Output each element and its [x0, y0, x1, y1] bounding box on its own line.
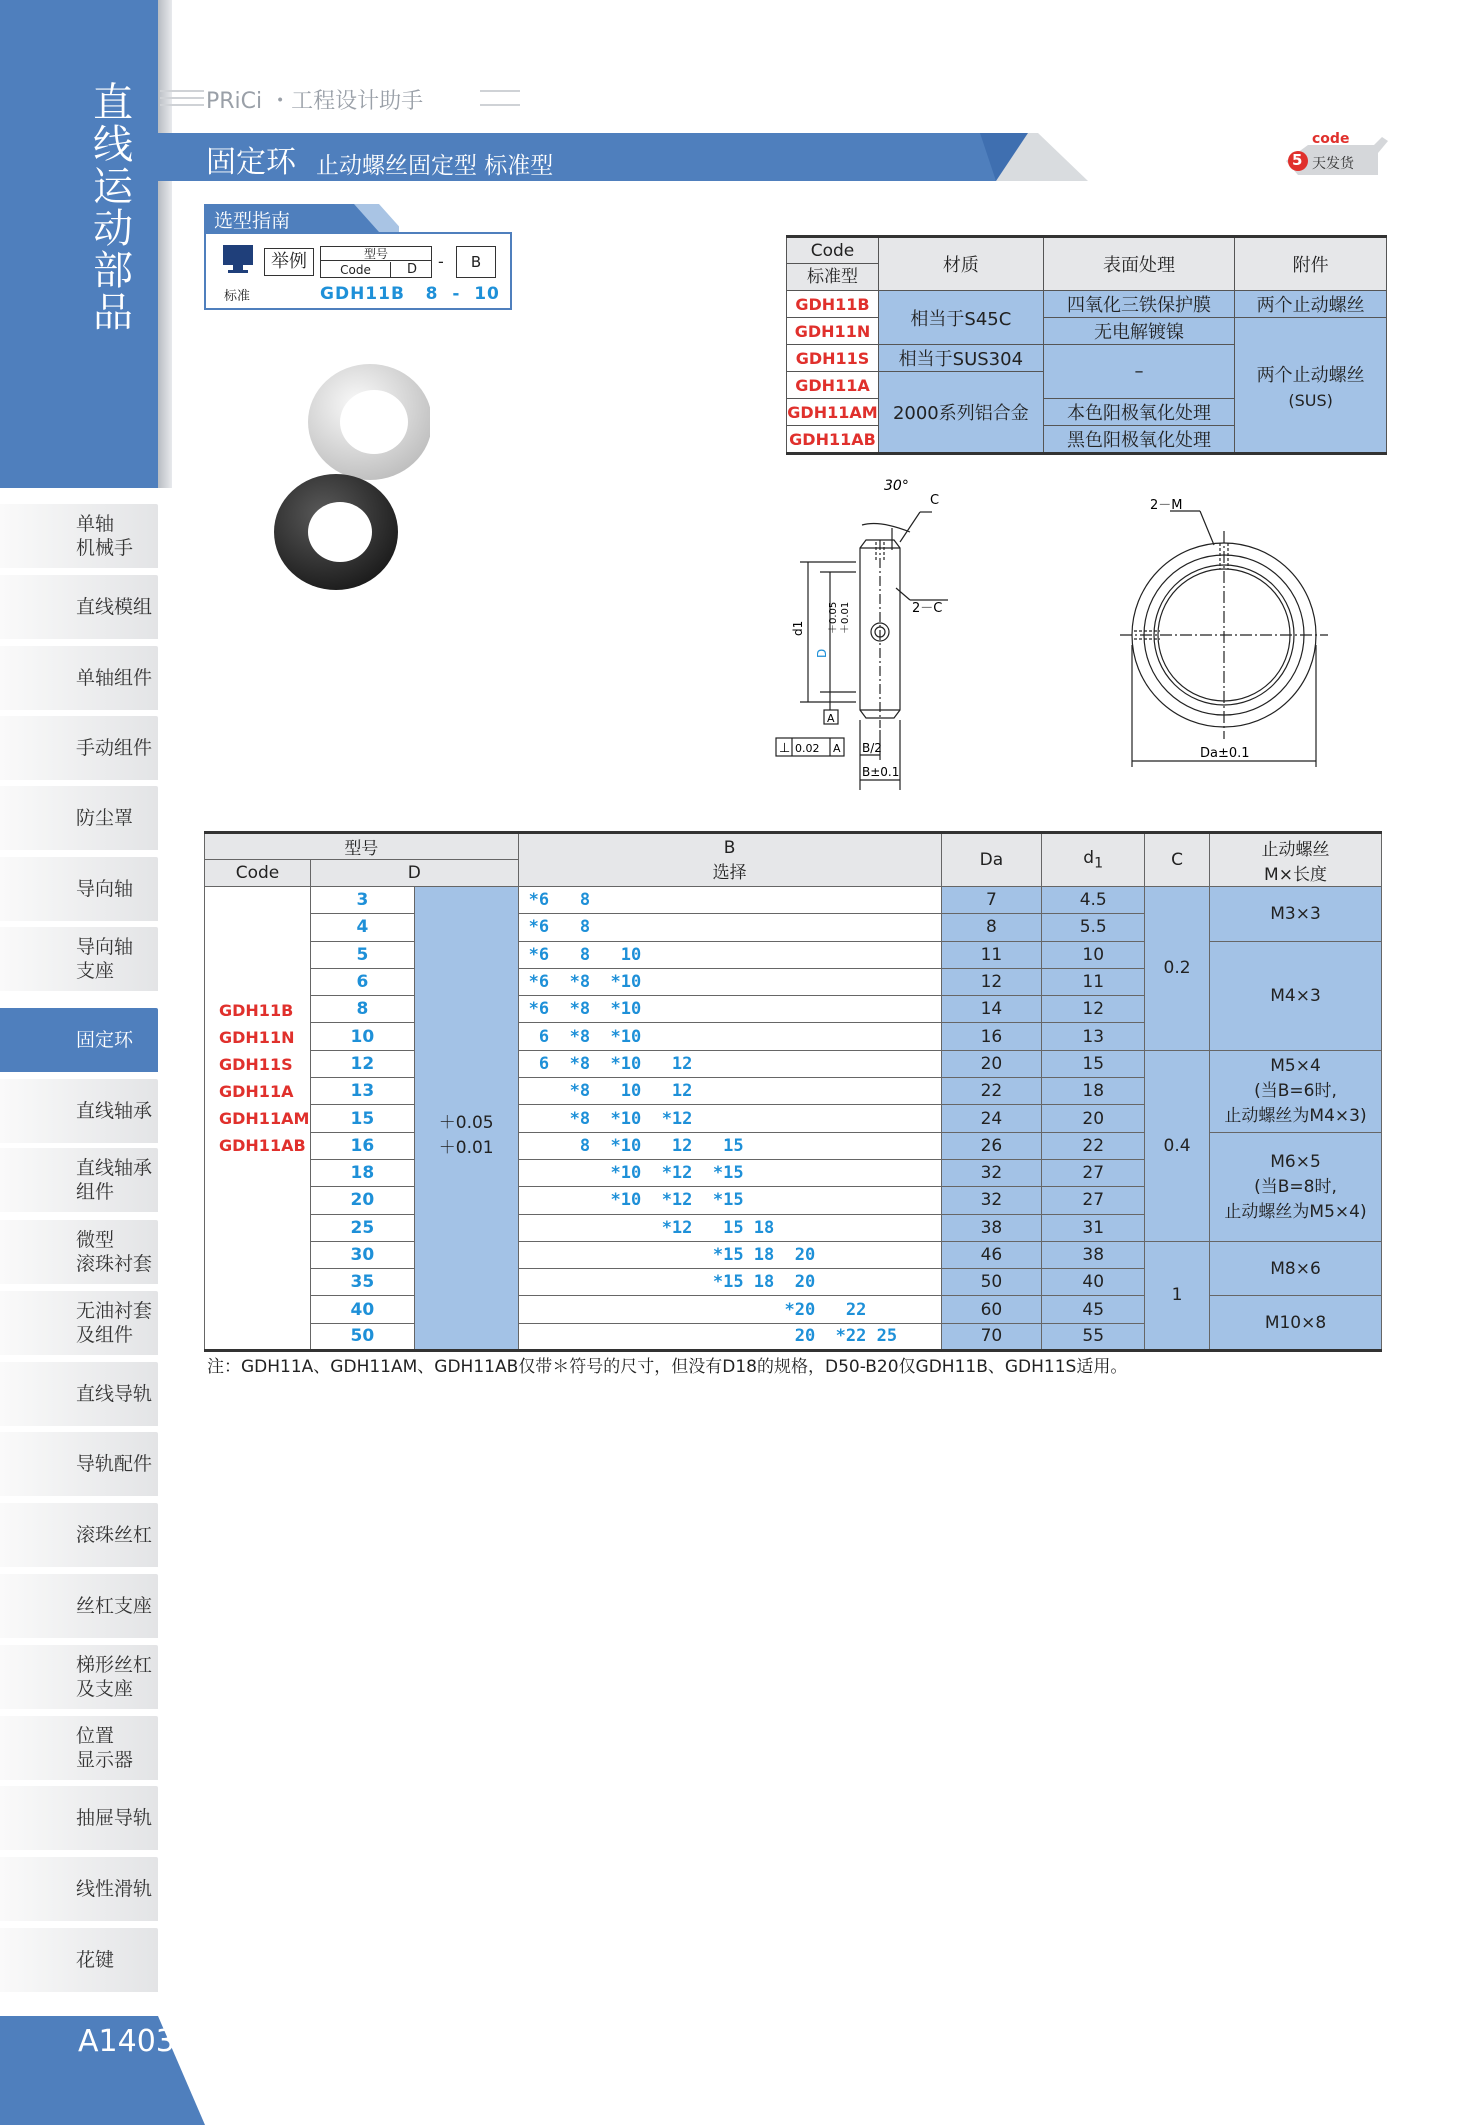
- datum-label: A: [827, 712, 835, 725]
- sidebar-item[interactable]: [0, 857, 158, 921]
- sidebar-item-label: 防尘罩: [76, 807, 134, 829]
- dim-b-options: *15 18 20: [518, 1269, 941, 1296]
- two-c-label: 2－C: [912, 601, 943, 616]
- sidebar-item-label: 直线模组: [76, 596, 153, 618]
- dim-b-options: *6 8 10: [518, 941, 941, 968]
- dim-da: 38: [941, 1214, 1042, 1241]
- dim-d1: 10: [1042, 941, 1145, 968]
- table-row: [205, 887, 1382, 914]
- dim-da: 70: [941, 1323, 1042, 1350]
- guide-d-label: D: [406, 262, 417, 277]
- d1-label: d1: [791, 620, 805, 636]
- dim-model-header: 型号: [205, 833, 519, 860]
- dim-d1: 15: [1042, 1050, 1145, 1077]
- dim-d1: 27: [1042, 1159, 1145, 1186]
- material-table: [786, 235, 1387, 455]
- dim-d: 13: [310, 1078, 414, 1105]
- sidebar-item-label: 直线轴承 组件: [76, 1157, 153, 1203]
- sidebar-item[interactable]: [0, 1220, 158, 1284]
- mat-code: GDH11S: [787, 345, 879, 372]
- angle-label: 30°: [884, 478, 909, 494]
- mat-accessory: 两个止动螺丝 (SUS): [1235, 318, 1387, 454]
- mat-accessory-header: 附件: [1235, 237, 1387, 291]
- dim-d: 30: [310, 1241, 414, 1268]
- perp-value: 0.02: [795, 742, 820, 755]
- dim-d1: 20: [1042, 1105, 1145, 1132]
- dim-b-options: *20 22: [518, 1296, 941, 1323]
- dim-screw: M8×6: [1210, 1241, 1382, 1296]
- dim-da: 16: [941, 1023, 1042, 1050]
- sidebar-item[interactable]: [0, 1786, 158, 1850]
- mat-material: 相当于S45C: [878, 291, 1043, 345]
- sidebar-item[interactable]: [0, 646, 158, 710]
- dim-da: 26: [941, 1132, 1042, 1159]
- dim-da: 50: [941, 1269, 1042, 1296]
- dim-b-options: *10 *12 *15: [518, 1187, 941, 1214]
- sidebar-item-label: 线性滑轨: [76, 1878, 153, 1900]
- perp-datum: A: [833, 742, 841, 755]
- dim-da: 12: [941, 968, 1042, 995]
- sidebar-item[interactable]: [0, 1079, 158, 1143]
- dim-b-options: *6 8: [518, 914, 941, 941]
- guide-dash: -: [438, 252, 444, 271]
- sidebar-item-label: 单轴 机械手: [76, 513, 134, 559]
- mat-surface-header: 表面处理: [1043, 237, 1235, 291]
- sidebar-item[interactable]: [0, 575, 158, 639]
- guide-example-label: 举例: [264, 248, 314, 276]
- dim-d1: 11: [1042, 968, 1145, 995]
- dim-da: 32: [941, 1187, 1042, 1214]
- dim-da: 14: [941, 996, 1042, 1023]
- dim-c: 1: [1145, 1241, 1210, 1350]
- sidebar-item[interactable]: [0, 1432, 158, 1496]
- mat-code-header: Code 标准型: [787, 237, 879, 291]
- sidebar-item-label: 固定环: [76, 1029, 134, 1051]
- dim-b-options: *12 15 18: [518, 1214, 941, 1241]
- dim-d1: 18: [1042, 1078, 1145, 1105]
- mat-surface: –: [1043, 345, 1235, 399]
- dim-screw: M3×3: [1210, 887, 1382, 942]
- tol-up-label: ＋0.05: [828, 601, 839, 634]
- dim-d: 6: [310, 968, 414, 995]
- b-tol-label: B±0.1: [862, 765, 900, 779]
- dim-d1: 4.5: [1042, 887, 1145, 914]
- table-row: [205, 1050, 1382, 1077]
- sidebar-item-label: 梯形丝杠 及支座: [76, 1654, 153, 1700]
- perp-symbol: ⊥: [779, 741, 791, 756]
- mat-surface: 无电解镀镍: [1043, 318, 1235, 345]
- badge-text: 天发货: [1312, 156, 1354, 172]
- sidebar-item[interactable]: [0, 1645, 158, 1709]
- table-row: [205, 1241, 1382, 1268]
- dim-da: 32: [941, 1159, 1042, 1186]
- sidebar-item-label: 花键: [76, 1949, 115, 1971]
- sidebar-item[interactable]: [0, 1008, 158, 1072]
- dim-b-options: *8 10 12: [518, 1078, 941, 1105]
- brand-line-right: [480, 90, 520, 106]
- guide-model-label: 型号: [321, 247, 431, 261]
- dim-tolerance: ＋0.05 ＋0.01: [414, 887, 518, 1351]
- dim-da: 24: [941, 1105, 1042, 1132]
- dim-screw: M5×4 (当B=6时, 止动螺丝为M4×3): [1210, 1050, 1382, 1132]
- dim-d: 25: [310, 1214, 414, 1241]
- delivery-badge: [1278, 131, 1388, 179]
- footnote: 注：GDH11A、GDH11AM、GDH11AB仅带＊符号的尺寸，但没有D18的规格，D50-B20仅GDH11B、GDH11S适用。: [207, 1357, 1128, 1377]
- sidebar-item[interactable]: [0, 1362, 158, 1426]
- sidebar-item[interactable]: [0, 1503, 158, 1567]
- dim-d: 20: [310, 1187, 414, 1214]
- mat-code: GDH11B: [787, 291, 879, 318]
- dim-d1: 55: [1042, 1323, 1145, 1350]
- mat-accessory: 两个止动螺丝: [1235, 291, 1387, 318]
- dim-b-header: B 选择: [518, 833, 941, 887]
- sidebar-item[interactable]: [0, 1148, 158, 1212]
- dim-b-options: *6 *8 *10: [518, 996, 941, 1023]
- dimension-table: [204, 831, 1382, 1352]
- dim-screw: M10×8: [1210, 1296, 1382, 1351]
- sidebar-item-label: 位置 显示器: [76, 1725, 134, 1771]
- dim-da: 8: [941, 914, 1042, 941]
- guide-tab-label: 选型指南: [214, 210, 291, 232]
- sidebar-item[interactable]: [0, 1928, 158, 1992]
- dim-d: 18: [310, 1159, 414, 1186]
- dim-screw: M4×3: [1210, 941, 1382, 1050]
- dim-da: 20: [941, 1050, 1042, 1077]
- mat-surface: 黑色阳极氧化处理: [1043, 426, 1235, 454]
- da-tol-label: Da±0.1: [1200, 746, 1250, 761]
- dim-code-header: Code: [205, 860, 311, 887]
- sidebar-item[interactable]: [0, 504, 158, 568]
- guide-std-label: 标准: [224, 289, 251, 304]
- sidebar-item[interactable]: [0, 1574, 158, 1638]
- sidebar-item-label: 滚珠丝杠: [76, 1524, 153, 1546]
- dim-d1: 31: [1042, 1214, 1145, 1241]
- sidebar-item-label: 导轨配件: [76, 1453, 153, 1475]
- mat-code: GDH11AB: [787, 426, 879, 454]
- dim-da: 22: [941, 1078, 1042, 1105]
- c-label: C: [930, 493, 940, 508]
- b-half-label: B/2: [862, 741, 882, 755]
- sidebar-item[interactable]: [0, 786, 158, 850]
- dim-codes: GDH11B GDH11N GDH11S GDH11A GDH11AM GDH11AB: [205, 887, 311, 1351]
- sidebar-item-label: 导向轴: [76, 878, 134, 900]
- dim-b-options: 6 *8 *10 12: [518, 1050, 941, 1077]
- mat-code: GDH11A: [787, 372, 879, 399]
- dim-screw: M6×5 (当B=8时, 止动螺丝为M5×4): [1210, 1132, 1382, 1241]
- dim-d: 50: [310, 1323, 414, 1350]
- sidebar-item-label: 抽屉导轨: [76, 1807, 153, 1829]
- dim-d1-header: $d_1$: [1042, 833, 1145, 887]
- sidebar-item-label: 微型 滚珠衬套: [76, 1229, 153, 1275]
- sidebar-item-label: 手动组件: [76, 737, 153, 759]
- dim-d: 4: [310, 914, 414, 941]
- guide-code-label: Code: [321, 262, 391, 278]
- sidebar-item-label: 导向轴 支座: [76, 936, 134, 982]
- sidebar-title: 直 线 运 动 部 品: [93, 80, 133, 336]
- product-photo: [270, 360, 430, 600]
- dim-d: 10: [310, 1023, 414, 1050]
- dim-d1: 5.5: [1042, 914, 1145, 941]
- dim-c-header: C: [1145, 833, 1210, 887]
- dim-b-options: *6 8: [518, 887, 941, 914]
- dim-d: 12: [310, 1050, 414, 1077]
- badge-code: code: [1312, 131, 1350, 147]
- sidebar-item[interactable]: [0, 1716, 158, 1780]
- mat-material: 相当于SUS304: [878, 345, 1043, 372]
- sidebar-item[interactable]: [0, 1857, 158, 1921]
- sidebar-item-label: 直线导轨: [76, 1383, 153, 1405]
- dim-da-header: Da: [941, 833, 1042, 887]
- dim-b-options: *6 *8 *10: [518, 968, 941, 995]
- dim-d1: 13: [1042, 1023, 1145, 1050]
- mat-material-header: 材质: [878, 237, 1043, 291]
- sidebar-item[interactable]: [0, 1291, 158, 1355]
- dim-d1: 38: [1042, 1241, 1145, 1268]
- dim-d1: 45: [1042, 1296, 1145, 1323]
- dim-da: 46: [941, 1241, 1042, 1268]
- monitor-icon: [222, 244, 256, 274]
- dim-d1: 40: [1042, 1269, 1145, 1296]
- mat-surface: 四氧化三铁保护膜: [1043, 291, 1235, 318]
- dim-b-options: *15 18 20: [518, 1241, 941, 1268]
- dim-b-options: 6 *8 *10: [518, 1023, 941, 1050]
- guide-b-label: B: [456, 246, 496, 278]
- mat-surface: 本色阳极氧化处理: [1043, 399, 1235, 426]
- dim-c: 0.4: [1145, 1050, 1210, 1241]
- front-view-drawing: [1110, 495, 1340, 780]
- dim-d1: 27: [1042, 1187, 1145, 1214]
- dim-screw-header: 止动螺丝 M×长度: [1210, 833, 1382, 887]
- two-m-label: 2－M: [1150, 498, 1183, 513]
- sidebar-item-label: 无油衬套 及组件: [76, 1300, 153, 1346]
- guide-model-box: [320, 246, 432, 278]
- dim-b-options: *8 *10 *12: [518, 1105, 941, 1132]
- mat-code: GDH11AM: [787, 399, 879, 426]
- sidebar-item-label: 单轴组件: [76, 667, 153, 689]
- sidebar-item-label: 丝杠支座: [76, 1595, 153, 1617]
- dim-c: 0.2: [1145, 887, 1210, 1051]
- dim-d1: 12: [1042, 996, 1145, 1023]
- dim-d: 16: [310, 1132, 414, 1159]
- dim-da: 11: [941, 941, 1042, 968]
- guide-example-value: GDH11B 8 - 10: [320, 284, 500, 304]
- brand-text: PRiCi ・工程设计助手: [206, 89, 424, 114]
- title-banner: [158, 133, 1088, 181]
- dim-d: 15: [310, 1105, 414, 1132]
- dim-b-options: 20 *22 25: [518, 1323, 941, 1350]
- page-number: A1403: [78, 2024, 175, 2059]
- dim-d1: 22: [1042, 1132, 1145, 1159]
- sidebar-item[interactable]: [0, 927, 158, 991]
- mat-material: 2000系列铝合金: [878, 372, 1043, 454]
- sidebar-item-label: 直线轴承: [76, 1100, 153, 1122]
- dim-d: 5: [310, 941, 414, 968]
- tol-dn-label: ＋0.01: [840, 601, 851, 634]
- side-view-drawing: [760, 470, 990, 790]
- dim-b-options: 8 *10 12 15: [518, 1132, 941, 1159]
- dim-d: 3: [310, 887, 414, 914]
- badge-days: 5: [1292, 151, 1303, 169]
- sidebar-item[interactable]: [0, 716, 158, 780]
- dim-d: 40: [310, 1296, 414, 1323]
- dim-d: 8: [310, 996, 414, 1023]
- dim-da: 7: [941, 887, 1042, 914]
- page-title: 固定环: [206, 145, 296, 180]
- d-label: D: [815, 648, 829, 658]
- dim-da: 60: [941, 1296, 1042, 1323]
- page-subtitle: 止动螺丝固定型 标准型: [316, 153, 554, 179]
- dim-d-header: D: [310, 860, 518, 887]
- mat-code: GDH11N: [787, 318, 879, 345]
- dim-d: 35: [310, 1269, 414, 1296]
- dim-b-options: *10 *12 *15: [518, 1159, 941, 1186]
